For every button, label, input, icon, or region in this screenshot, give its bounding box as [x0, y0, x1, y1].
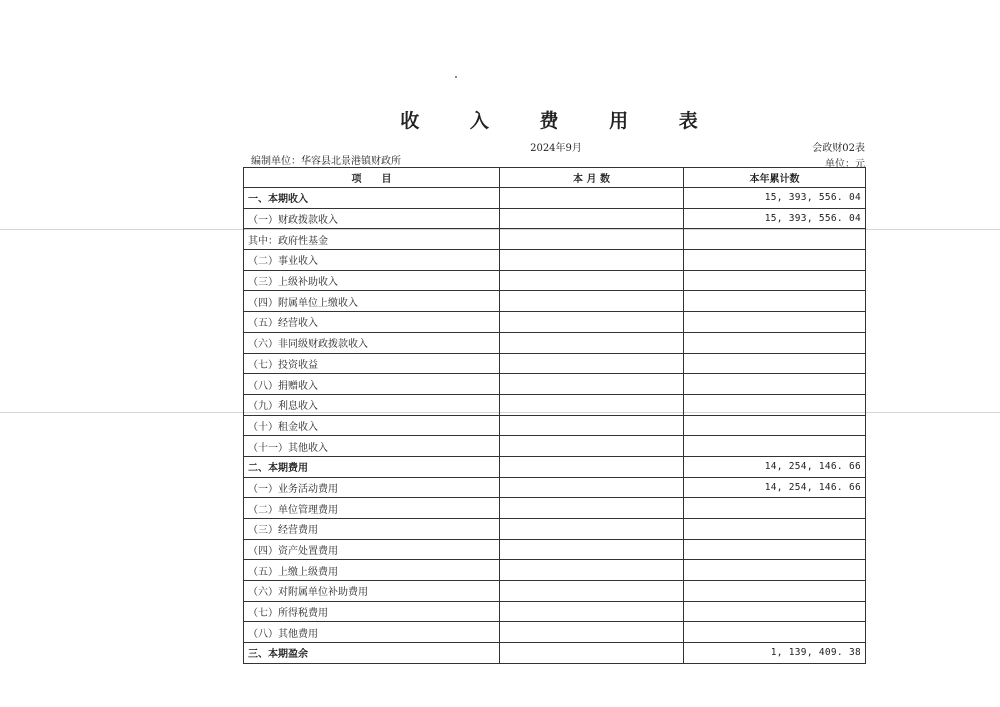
row-ytd-value	[684, 332, 866, 353]
row-month-value	[500, 270, 684, 291]
row-item-label: （一）财政拨款收入	[244, 208, 500, 229]
table-row	[244, 436, 866, 457]
row-ytd-value: 15, 393, 556. 04	[684, 208, 866, 229]
row-ytd-value: 15, 393, 556. 04	[684, 188, 866, 209]
row-month-value	[500, 622, 684, 643]
row-ytd-value	[684, 374, 866, 395]
row-month-value	[500, 601, 684, 622]
column-header-ytd: 本年累计数	[684, 168, 866, 188]
row-item-label: （八）其他费用	[244, 622, 500, 643]
table-row	[244, 539, 866, 560]
row-ytd-value	[684, 601, 866, 622]
row-ytd-value	[684, 270, 866, 291]
row-month-value	[500, 332, 684, 353]
row-ytd-value	[684, 312, 866, 333]
table-row	[244, 250, 866, 271]
table-row	[244, 581, 866, 602]
table-row	[244, 394, 866, 415]
row-month-value	[500, 477, 684, 498]
row-month-value	[500, 394, 684, 415]
table-header-row	[244, 168, 866, 188]
row-item-label: （八）捐赠收入	[244, 374, 500, 395]
row-item-label: （七）投资收益	[244, 353, 500, 374]
row-month-value	[500, 250, 684, 271]
form-number: 会政财02表	[812, 143, 865, 154]
table-row	[244, 415, 866, 436]
table-row	[244, 374, 866, 395]
row-month-value	[500, 291, 684, 312]
table-row	[244, 332, 866, 353]
row-month-value	[500, 539, 684, 560]
table-row	[244, 270, 866, 291]
row-month-value	[500, 643, 684, 664]
row-month-value	[500, 560, 684, 581]
row-ytd-value	[684, 291, 866, 312]
row-month-value	[500, 312, 684, 333]
column-header-item: 项 目	[244, 168, 500, 188]
row-ytd-value	[684, 229, 866, 250]
table-row	[244, 477, 866, 498]
row-ytd-value	[684, 353, 866, 374]
row-ytd-value	[684, 394, 866, 415]
row-item-label: 三、本期盈余	[244, 643, 500, 664]
row-month-value	[500, 519, 684, 540]
row-month-value	[500, 208, 684, 229]
row-month-value	[500, 353, 684, 374]
row-item-label: （五）经营收入	[244, 312, 500, 333]
row-item-label: （六）非同级财政拨款收入	[244, 332, 500, 353]
row-month-value	[500, 188, 684, 209]
row-item-label: （六）对附属单位补助费用	[244, 581, 500, 602]
row-item-label: 一、本期收入	[244, 188, 500, 209]
row-month-value	[500, 581, 684, 602]
report-title: 收 入 费 用 表	[400, 110, 720, 132]
table-row	[244, 456, 866, 477]
table-row	[244, 353, 866, 374]
row-item-label: （十）租金收入	[244, 415, 500, 436]
table-row	[244, 208, 866, 229]
table-row	[244, 643, 866, 664]
row-ytd-value	[684, 539, 866, 560]
row-ytd-value	[684, 622, 866, 643]
row-item-label: （九）利息收入	[244, 394, 500, 415]
row-ytd-value: 14, 254, 146. 66	[684, 456, 866, 477]
row-month-value	[500, 229, 684, 250]
row-month-value	[500, 436, 684, 457]
table-row	[244, 519, 866, 540]
row-month-value	[500, 415, 684, 436]
row-ytd-value	[684, 498, 866, 519]
row-item-label: （五）上缴上级费用	[244, 560, 500, 581]
row-item-label: （一）业务活动费用	[244, 477, 500, 498]
row-month-value	[500, 374, 684, 395]
income-expense-table	[243, 167, 866, 664]
row-item-label: 二、本期费用	[244, 456, 500, 477]
table-row	[244, 312, 866, 333]
row-item-label: （二）单位管理费用	[244, 498, 500, 519]
row-ytd-value: 1, 139, 409. 38	[684, 643, 866, 664]
table-row	[244, 560, 866, 581]
row-ytd-value	[684, 415, 866, 436]
table-row	[244, 188, 866, 209]
table-row	[244, 498, 866, 519]
row-item-label: （四）附属单位上缴收入	[244, 291, 500, 312]
row-item-label: （七）所得税费用	[244, 601, 500, 622]
row-item-label: 其中：政府性基金	[244, 229, 500, 250]
row-item-label: （三）上级补助收入	[244, 270, 500, 291]
row-ytd-value	[684, 250, 866, 271]
row-item-label: （四）资产处置费用	[244, 539, 500, 560]
row-month-value	[500, 456, 684, 477]
currency-unit: 单位：元	[825, 159, 865, 170]
column-header-month: 本 月 数	[500, 168, 684, 188]
row-ytd-value	[684, 519, 866, 540]
report-period: 2024年9月	[530, 143, 582, 154]
row-ytd-value	[684, 436, 866, 457]
row-ytd-value	[684, 560, 866, 581]
row-ytd-value	[684, 581, 866, 602]
scan-speck	[455, 76, 457, 78]
row-ytd-value: 14, 254, 146. 66	[684, 477, 866, 498]
table-row	[244, 601, 866, 622]
compiling-unit: 编制单位：华容县北景港镇财政所	[251, 156, 401, 167]
row-item-label: （三）经营费用	[244, 519, 500, 540]
row-item-label: （二）事业收入	[244, 250, 500, 271]
row-item-label: （十一）其他收入	[244, 436, 500, 457]
table-row	[244, 622, 866, 643]
table-row	[244, 229, 866, 250]
table-row	[244, 291, 866, 312]
row-month-value	[500, 498, 684, 519]
